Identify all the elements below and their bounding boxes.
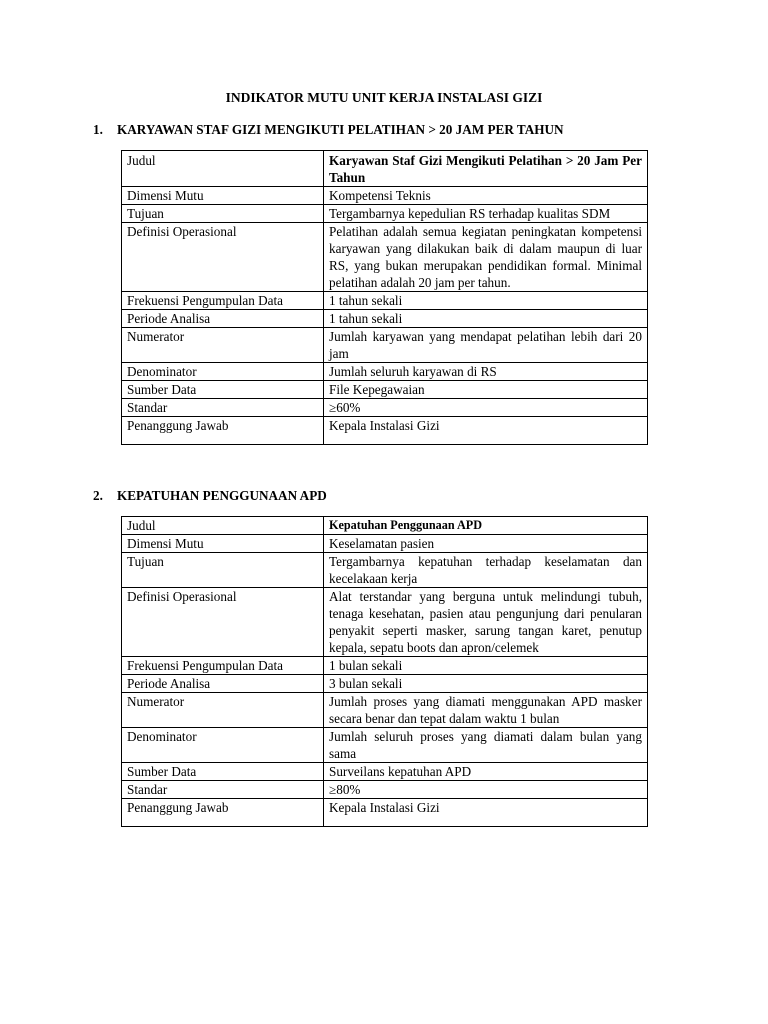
row-label: Denominator [122, 728, 324, 763]
row-value: Pelatihan adalah semua kegiatan peningkatan kompetensi karyawan yang dilakukan baik di dalam maupun di luar RS, yang bukan merupakan pendidikan formal. Minimal pelatihan adalah 20 jam per tahun. [324, 223, 648, 292]
row-label: Standar [122, 781, 324, 799]
table-row [122, 363, 648, 381]
row-label: Numerator [122, 328, 324, 363]
table-row [122, 728, 648, 763]
row-label: Sumber Data [122, 381, 324, 399]
section-number: 1. [93, 122, 103, 137]
row-value: Tergambarnya kepatuhan terhadap keselamatan dan kecelakaan kerja [324, 553, 648, 588]
row-value: Keselamatan pasien [324, 535, 648, 553]
row-label: Definisi Operasional [122, 588, 324, 657]
row-value: ≥80% [324, 781, 648, 799]
row-value: Jumlah karyawan yang mendapat pelatihan lebih dari 20 jam [324, 328, 648, 363]
section-title: KARYAWAN STAF GIZI MENGIKUTI PELATIHAN > 20 JAM PER TAHUN [117, 122, 564, 137]
row-value: Kompetensi Teknis [324, 187, 648, 205]
row-value: Jumlah seluruh karyawan di RS [324, 363, 648, 381]
row-value: Kepala Instalasi Gizi [324, 799, 648, 827]
row-label: Sumber Data [122, 763, 324, 781]
row-value: File Kepegawaian [324, 381, 648, 399]
row-label: Frekuensi Pengumpulan Data [122, 657, 324, 675]
section-number: 2. [93, 488, 103, 503]
table-row [122, 763, 648, 781]
row-value: Tergambarnya kepedulian RS terhadap kualitas SDM [324, 205, 648, 223]
table-row [122, 588, 648, 657]
section-title: KEPATUHAN PENGGUNAAN APD [117, 488, 327, 503]
row-label: Tujuan [122, 205, 324, 223]
table-row [122, 223, 648, 292]
section-heading-1 [93, 121, 564, 138]
row-label: Periode Analisa [122, 675, 324, 693]
row-value: 3 bulan sekali [324, 675, 648, 693]
row-label: Tujuan [122, 553, 324, 588]
row-value: Karyawan Staf Gizi Mengikuti Pelatihan > 20 Jam Per Tahun [324, 151, 648, 187]
row-value: 1 tahun sekali [324, 310, 648, 328]
row-label: Periode Analisa [122, 310, 324, 328]
table-row [122, 781, 648, 799]
row-label: Dimensi Mutu [122, 187, 324, 205]
table-row [122, 381, 648, 399]
table-row [122, 328, 648, 363]
table-row [122, 292, 648, 310]
row-label: Dimensi Mutu [122, 535, 324, 553]
table-row [122, 553, 648, 588]
table-row [122, 517, 648, 535]
table-row [122, 693, 648, 728]
table-row [122, 535, 648, 553]
table-row [122, 151, 648, 187]
row-label: Penanggung Jawab [122, 799, 324, 827]
row-value: Alat terstandar yang berguna untuk melindungi tubuh, tenaga kesehatan, pasien atau pengunjung dari penularan penyakit seperti masker, sarung tangan karet, penutup kepala, sepatu boots dan apron/celemek [324, 588, 648, 657]
indicator-table-1 [121, 150, 648, 445]
table-row [122, 657, 648, 675]
table-row [122, 675, 648, 693]
row-value: Kepala Instalasi Gizi [324, 417, 648, 445]
row-label: Judul [122, 517, 324, 535]
row-value: 1 bulan sekali [324, 657, 648, 675]
table-row [122, 187, 648, 205]
row-value: 1 tahun sekali [324, 292, 648, 310]
page-title: INDIKATOR MUTU UNIT KERJA INSTALASI GIZI [225, 90, 543, 105]
row-value: Jumlah seluruh proses yang diamati dalam bulan yang sama [324, 728, 648, 763]
table-row [122, 799, 648, 827]
row-label: Judul [122, 151, 324, 187]
row-label: Denominator [122, 363, 324, 381]
table-row [122, 310, 648, 328]
row-label: Standar [122, 399, 324, 417]
row-value: ≥60% [324, 399, 648, 417]
table-row [122, 417, 648, 445]
row-label: Penanggung Jawab [122, 417, 324, 445]
row-label: Numerator [122, 693, 324, 728]
row-label: Frekuensi Pengumpulan Data [122, 292, 324, 310]
row-value: Surveilans kepatuhan APD [324, 763, 648, 781]
row-value: Jumlah proses yang diamati menggunakan APD masker secara benar dan tepat dalam waktu 1 bulan [324, 693, 648, 728]
row-value: Kepatuhan Penggunaan APD [324, 517, 648, 535]
section-heading-2 [93, 487, 327, 504]
table-row [122, 205, 648, 223]
table-row [122, 399, 648, 417]
indicator-table-2 [121, 516, 648, 827]
row-label: Definisi Operasional [122, 223, 324, 292]
